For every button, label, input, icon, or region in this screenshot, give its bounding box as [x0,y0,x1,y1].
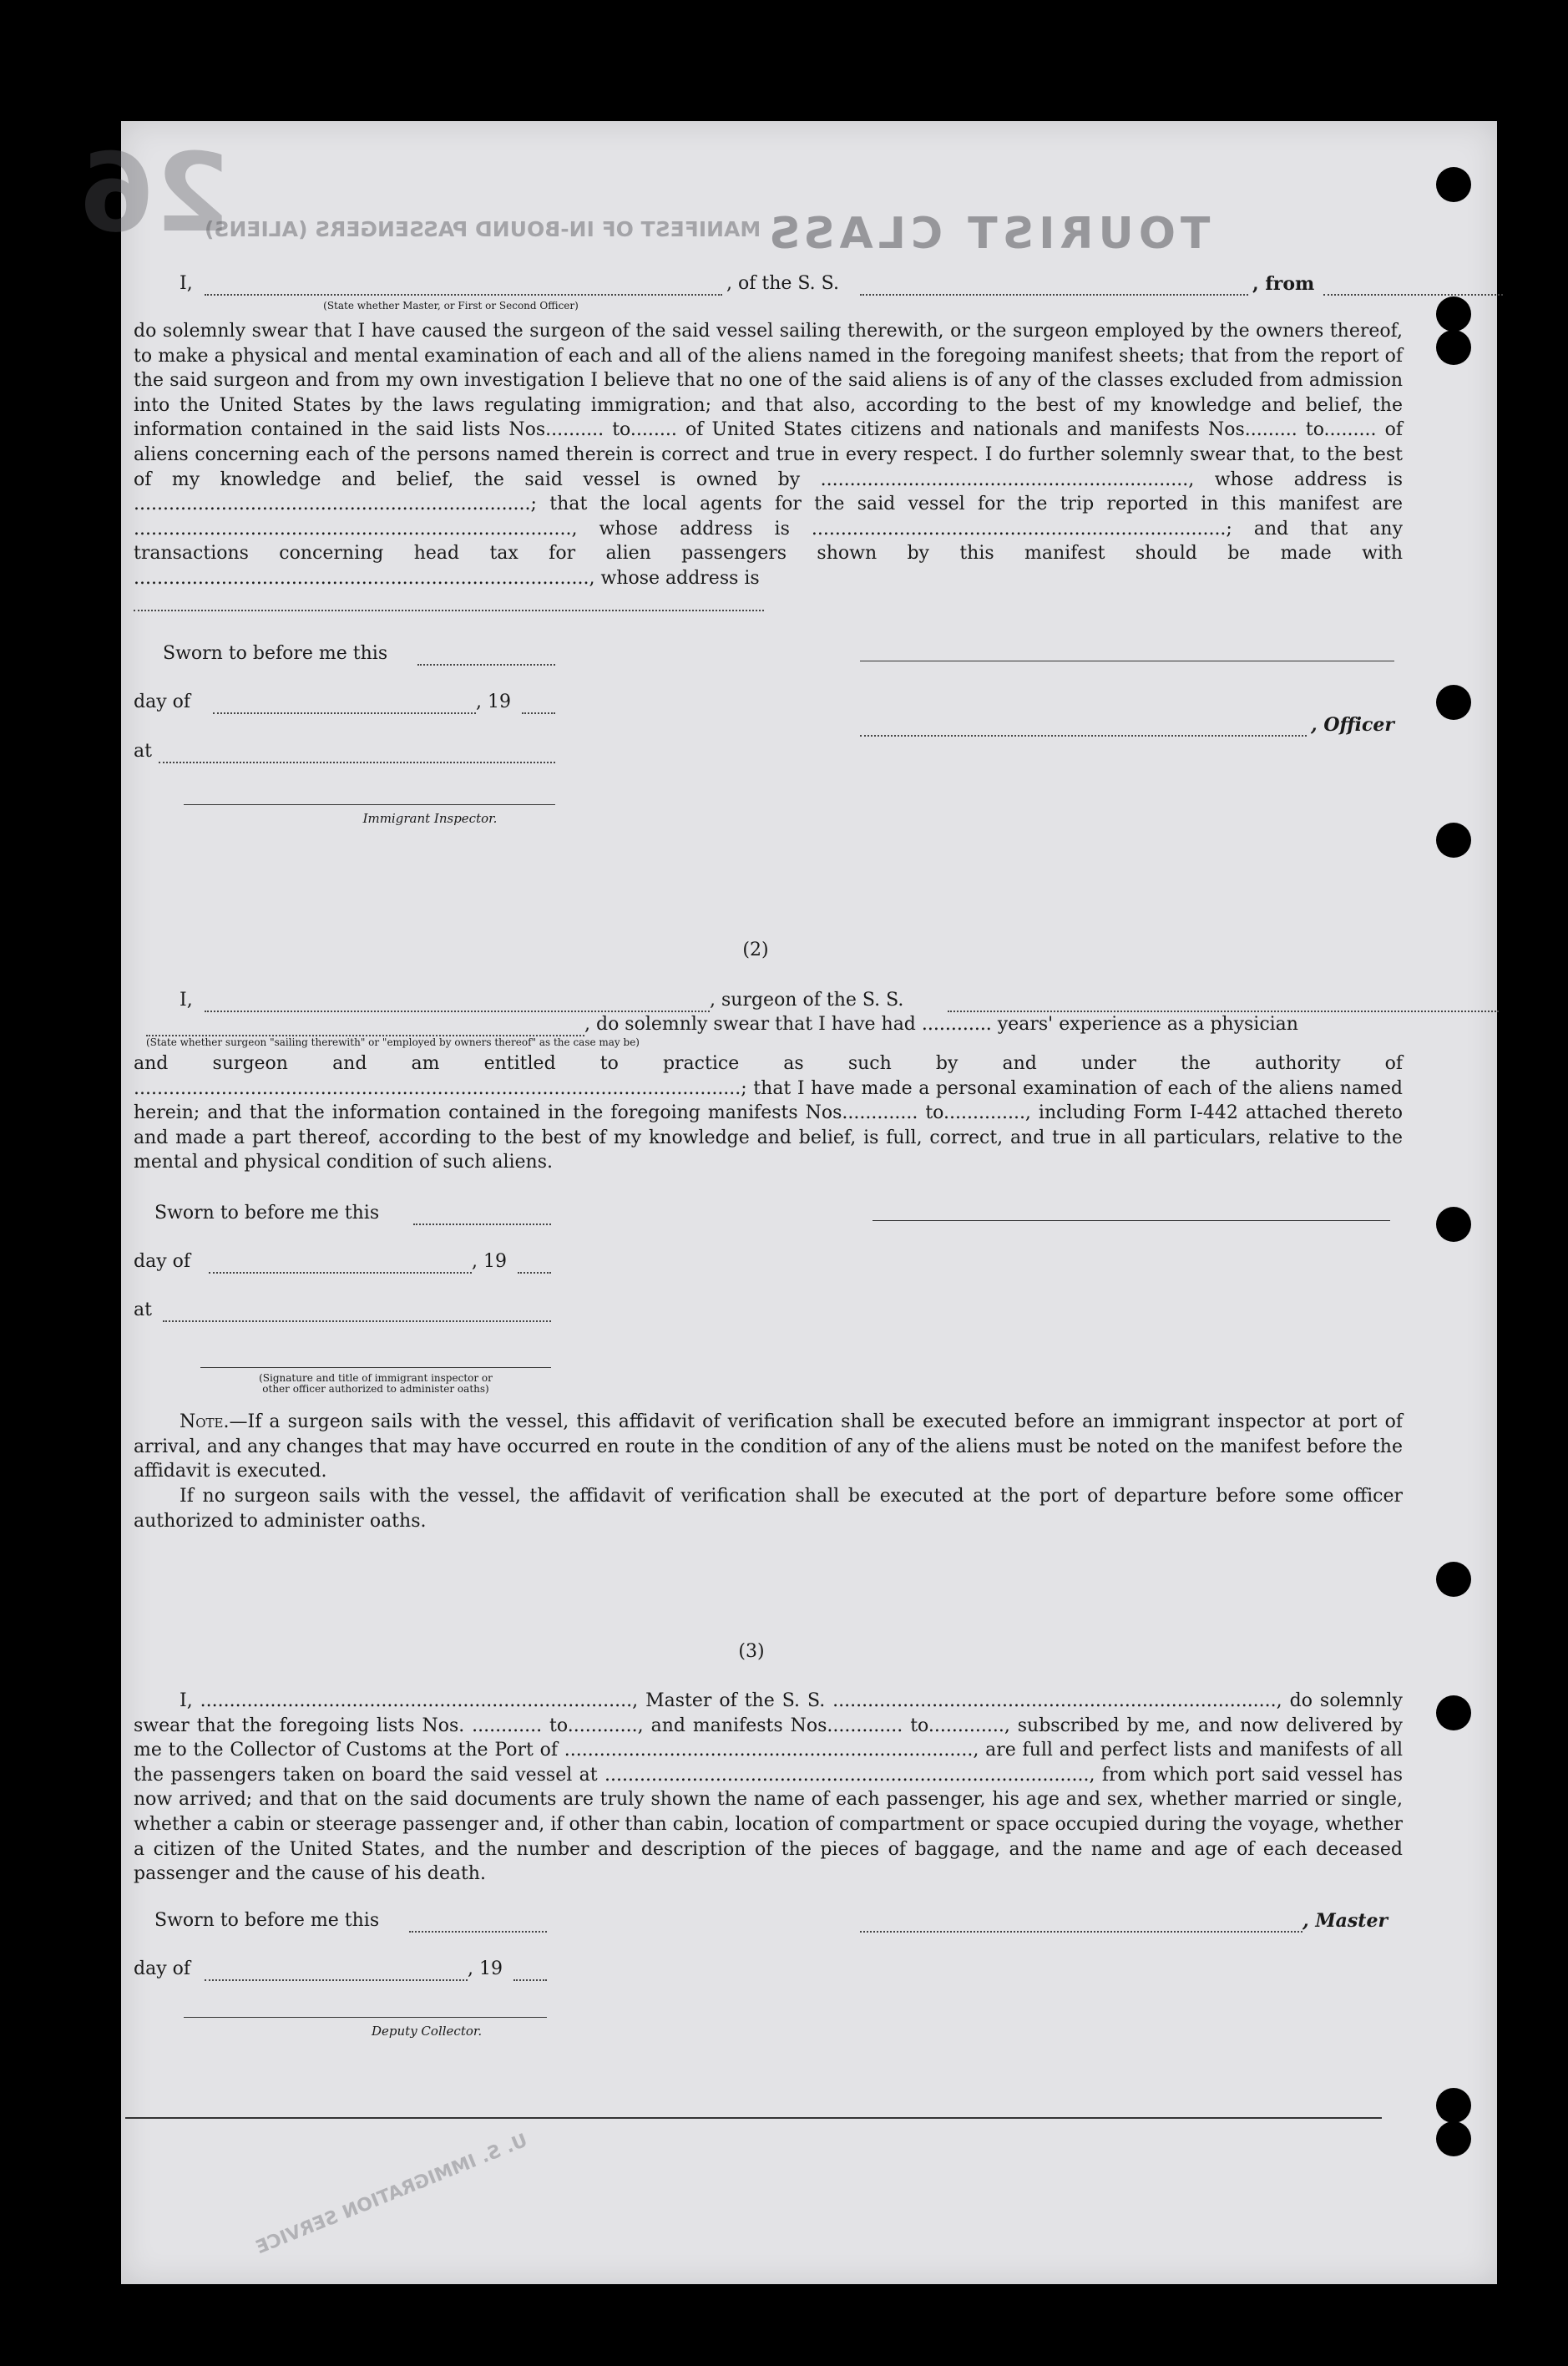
bottom-rule [125,2117,1382,2119]
punch-hole [1436,2088,1471,2123]
signature-caption-1: (Signature and title of immigrant inspector or [259,1372,493,1384]
page-number: 26 [79,129,230,256]
punch-hole [1436,1695,1471,1730]
at-label-1: at [134,741,152,762]
year-blank-1[interactable] [522,712,555,714]
section2-i: I, [180,990,193,1011]
surgeon-note-2: If no surgeon sails with the vessel, the affidavit of verification shall be executed at the port of departure before some officer authorized to administer oaths. [134,1486,1403,1532]
day-of-label-2: day of [134,1251,191,1272]
sworn-date-blank-1[interactable] [417,664,555,666]
punch-hole [1436,330,1471,365]
officer-name-blank[interactable] [860,735,1307,737]
surgeon-signature-line[interactable] [873,1220,1390,1221]
surgeon-name-blank[interactable] [205,1011,710,1012]
inspector-caption: Immigrant Inspector. [362,811,498,826]
year-blank-2[interactable] [518,1272,551,1274]
year-blank-3[interactable] [513,1979,547,1981]
manifest-page [79,121,1497,2284]
punch-hole [1436,167,1471,202]
punch-hole [1436,1562,1471,1597]
intro-i: I, [180,273,193,294]
at-blank-1[interactable] [159,762,555,763]
punch-hole [1436,296,1471,332]
from-label: , from [1252,273,1315,295]
deputy-signature-line[interactable] [184,2017,547,2018]
sworn-date-blank-2[interactable] [413,1224,551,1225]
ship-name-blank[interactable] [860,294,1248,296]
agent-address-blank[interactable] [134,610,764,611]
from-port-blank[interactable] [1323,294,1503,296]
note-label: Note. [180,1411,230,1432]
name-blank[interactable] [205,294,722,296]
sworn-label-2: Sworn to before me this [154,1203,380,1224]
years-experience-line: , do solemnly swear that I have had ............ years' experience as a physician [584,1014,1298,1035]
inspector-signature-line[interactable] [184,804,555,805]
section1-body: do solemnly swear that I have caused the surgeon of the said vessel sailing therewith, or the surgeon employed by the owners thereof, to make a physical and mental examination of each and all of the aliens named in the foregoing manifest sheets; that from the report of the said surgeon and from my own investigation I believe that no one of the said aliens is of any of the classes excluded from admission into the United States by the laws regulating immigration; and that also, according to the best of my knowledge and belief, the information contained in the said lists Nos.......... to........ of United States citizens and nationals and manifests Nos......... to......... of aliens concerning each of the persons named therein is correct and true in every respect. I do further solemnly swear that, to the best of my knowledge and belief, the said vessel is owned by ..............................................................., whose address is ....................................................................; that the local agents for the said vessel for the trip reported in this manifest are ..........................................................................., whose address is .......................................................................; and that any transactions concerning head tax for alien passengers shown by this manifest should be made with .............................................................................., whose address is [134,321,1403,589]
of-the-ss-label: , of the S. S. [726,273,839,294]
surgeon-of-ss-label: , surgeon of the S. S. [710,990,904,1011]
immigration-stamp: U. S. IMMIGRATION SERVICE [253,2130,531,2259]
section3-body: I, .........................................................................., Master of the S. S. ............................................................................, do solemnly swear that the foregoing lists Nos. ............ to............, and manifests Nos............. to............., subscribed by me, and now delivered by me to the Collector of Customs at the Port of ......................................................................, are full and perfect lists and manifests of all the passengers taken on board the said vessel at ..................................................................................., from which port said vessel has now arrived; and that on the said documents are truly shown the name of each passenger, his age and sex, whether married or single, whether a cabin or steerage passenger and, if other than cabin, location of compartment or space occupied during the voyage, whether a citizen of the United States, and the number and description of the pieces of baggage, and the name and age of each deceased passenger and the cause of his death. [134,1690,1403,1885]
section2-body: and surgeon and am entitled to practice as such by and under the authority of ........................................................................................................; that I have made a personal examination of each of the aliens named herein; and that the information contained in the foregoing manifests Nos............. to.............., including Form I-442 attached thereto and made a part thereof, according to the best of my knowledge and belief, is full, correct, and true in all particulars, relative to the mental and physical condition of such aliens. [134,1053,1403,1173]
year-label-3: , 19 [468,1958,503,1979]
year-label-2: , 19 [472,1251,507,1272]
section3-number: (3) [738,1641,765,1662]
year-label-1: , 19 [476,692,511,712]
day-of-blank-2[interactable] [209,1272,472,1274]
surgeon-status-caption: (State whether surgeon "sailing therewith" or "employed by owners thereof" as the case may be) [146,1036,640,1048]
punch-hole [1436,685,1471,720]
note-body: —If a surgeon sails with the vessel, this affidavit of verification shall be executed before an immigrant inspector at port of arrival, and any changes that may have occurred en route in the condition of any of the aliens must be noted on the manifest before the affidavit is executed. [134,1411,1403,1482]
deputy-caption: Deputy Collector. [372,2024,483,2039]
day-of-blank-1[interactable] [213,712,476,714]
master-name-blank[interactable] [860,1931,1302,1933]
inspector-signature-line-2[interactable] [200,1367,551,1368]
surgeon-note [134,1410,1403,1484]
master-label: , Master [1302,1910,1388,1932]
day-of-blank-3[interactable] [205,1979,468,1981]
surgeon-ship-blank[interactable] [948,1011,1499,1012]
at-blank-2[interactable] [163,1320,551,1322]
ghost-manifest-title: MANIFEST OF IN-BOUND PASSENGERS (ALIENS) [205,217,761,241]
officer-rank-caption: (State whether Master, or First or Second Officer) [323,300,579,312]
section1-intro-line [180,273,193,294]
sworn-label-1: Sworn to before me this [163,643,388,664]
sworn-date-blank-3[interactable] [409,1931,547,1933]
ghost-class-stamp: TOURIST CLASS [764,209,1211,259]
officer-label: , Officer [1311,714,1395,736]
punch-hole [1436,1207,1471,1242]
day-of-label-1: day of [134,692,191,712]
punch-hole [1436,823,1471,858]
punch-hole [1436,2121,1471,2156]
sworn-label-3: Sworn to before me this [154,1910,380,1931]
day-of-label-3: day of [134,1958,191,1979]
at-label-2: at [134,1300,152,1320]
signature-caption-2: other officer authorized to administer oaths) [262,1383,489,1395]
section2-number: (2) [742,940,769,960]
